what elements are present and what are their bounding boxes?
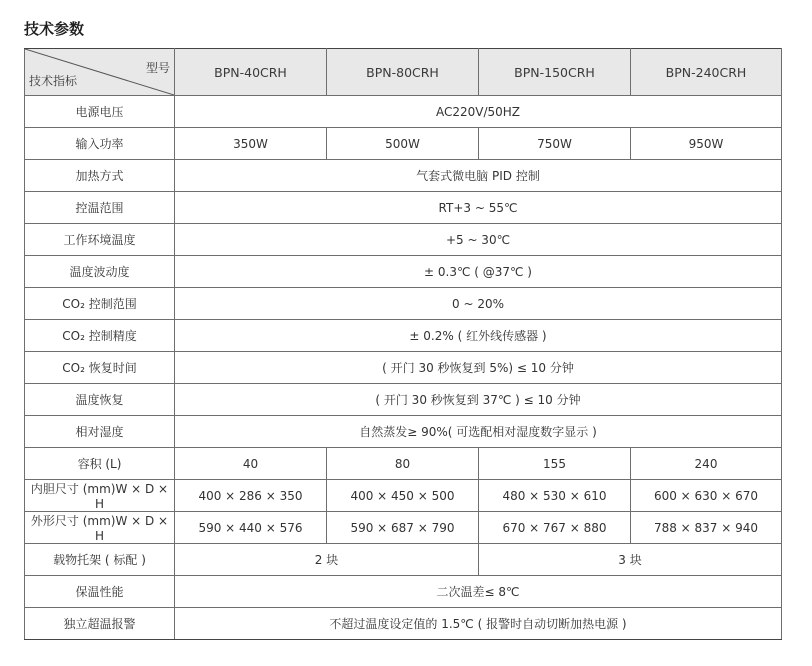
row-value: 590 × 687 × 790 [327, 512, 479, 544]
table-row [25, 352, 782, 384]
table-row [25, 288, 782, 320]
row-value: AC220V/50HZ [175, 96, 782, 128]
row-value: 0 ~ 20% [175, 288, 782, 320]
model-label: 型号 [145, 61, 170, 75]
row-value: 气套式微电脑 PID 控制 [175, 160, 782, 192]
row-value: 240 [631, 448, 782, 480]
table-row [25, 224, 782, 256]
row-value: ± 0.2% ( 红外线传感器 ) [175, 320, 782, 352]
table-row [25, 512, 782, 544]
row-label: 工作环境温度 [25, 224, 175, 256]
table-row [25, 96, 782, 128]
row-label: 输入功率 [25, 128, 175, 160]
table-row [25, 576, 782, 608]
row-label: 内胆尺寸 (mm)W × D × H [25, 480, 175, 512]
row-label: CO₂ 控制范围 [25, 288, 175, 320]
row-label: CO₂ 控制精度 [25, 320, 175, 352]
row-value: 80 [327, 448, 479, 480]
table-row [25, 160, 782, 192]
table-row [25, 128, 782, 160]
table-row [25, 480, 782, 512]
table-row [25, 448, 782, 480]
row-value: 480 × 530 × 610 [479, 480, 631, 512]
row-value: 500W [327, 128, 479, 160]
row-label: 加热方式 [25, 160, 175, 192]
row-label: 控温范围 [25, 192, 175, 224]
row-value: ± 0.3℃ ( @37℃ ) [175, 256, 782, 288]
row-label: 独立超温报警 [25, 608, 175, 640]
row-value: 自然蒸发≥ 90%( 可选配相对湿度数字显示 ) [175, 416, 782, 448]
row-label: 温度恢复 [25, 384, 175, 416]
row-value: 670 × 767 × 880 [479, 512, 631, 544]
model-header: BPN-240CRH [631, 49, 782, 96]
row-label: CO₂ 恢复时间 [25, 352, 175, 384]
row-value: 不超过温度设定值的 1.5℃ ( 报警时自动切断加热电源 ) [175, 608, 782, 640]
spec-table [24, 48, 782, 640]
row-value: 二次温差≤ 8℃ [175, 576, 782, 608]
row-label: 电源电压 [25, 96, 175, 128]
row-value: RT+3 ~ 55℃ [175, 192, 782, 224]
row-value: 3 块 [479, 544, 782, 576]
row-value: 155 [479, 448, 631, 480]
row-value: 400 × 286 × 350 [175, 480, 327, 512]
corner-cell [25, 49, 175, 96]
model-header: BPN-40CRH [175, 49, 327, 96]
table-row [25, 320, 782, 352]
row-label: 保温性能 [25, 576, 175, 608]
row-value: 590 × 440 × 576 [175, 512, 327, 544]
row-value: 950W [631, 128, 782, 160]
row-value: 2 块 [175, 544, 479, 576]
row-value: 750W [479, 128, 631, 160]
model-header: BPN-80CRH [327, 49, 479, 96]
row-value: 40 [175, 448, 327, 480]
table-row [25, 608, 782, 640]
table-row [25, 544, 782, 576]
row-value: 788 × 837 × 940 [631, 512, 782, 544]
row-value: ( 开门 30 秒恢复到 37℃ ) ≤ 10 分钟 [175, 384, 782, 416]
table-row [25, 384, 782, 416]
model-header: BPN-150CRH [479, 49, 631, 96]
param-label: 技术指标 [29, 74, 78, 88]
row-label: 容积 (L) [25, 448, 175, 480]
table-row [25, 192, 782, 224]
header-row [25, 49, 782, 96]
row-value: 600 × 630 × 670 [631, 480, 782, 512]
row-value: +5 ~ 30℃ [175, 224, 782, 256]
row-label: 温度波动度 [25, 256, 175, 288]
page-title: 技术参数 [24, 20, 85, 38]
table-row [25, 256, 782, 288]
row-label: 外形尺寸 (mm)W × D × H [25, 512, 175, 544]
row-value: 350W [175, 128, 327, 160]
table-row [25, 416, 782, 448]
row-value: 400 × 450 × 500 [327, 480, 479, 512]
row-label: 载物托架 ( 标配 ) [25, 544, 175, 576]
row-label: 相对湿度 [25, 416, 175, 448]
row-value: ( 开门 30 秒恢复到 5%) ≤ 10 分钟 [175, 352, 782, 384]
